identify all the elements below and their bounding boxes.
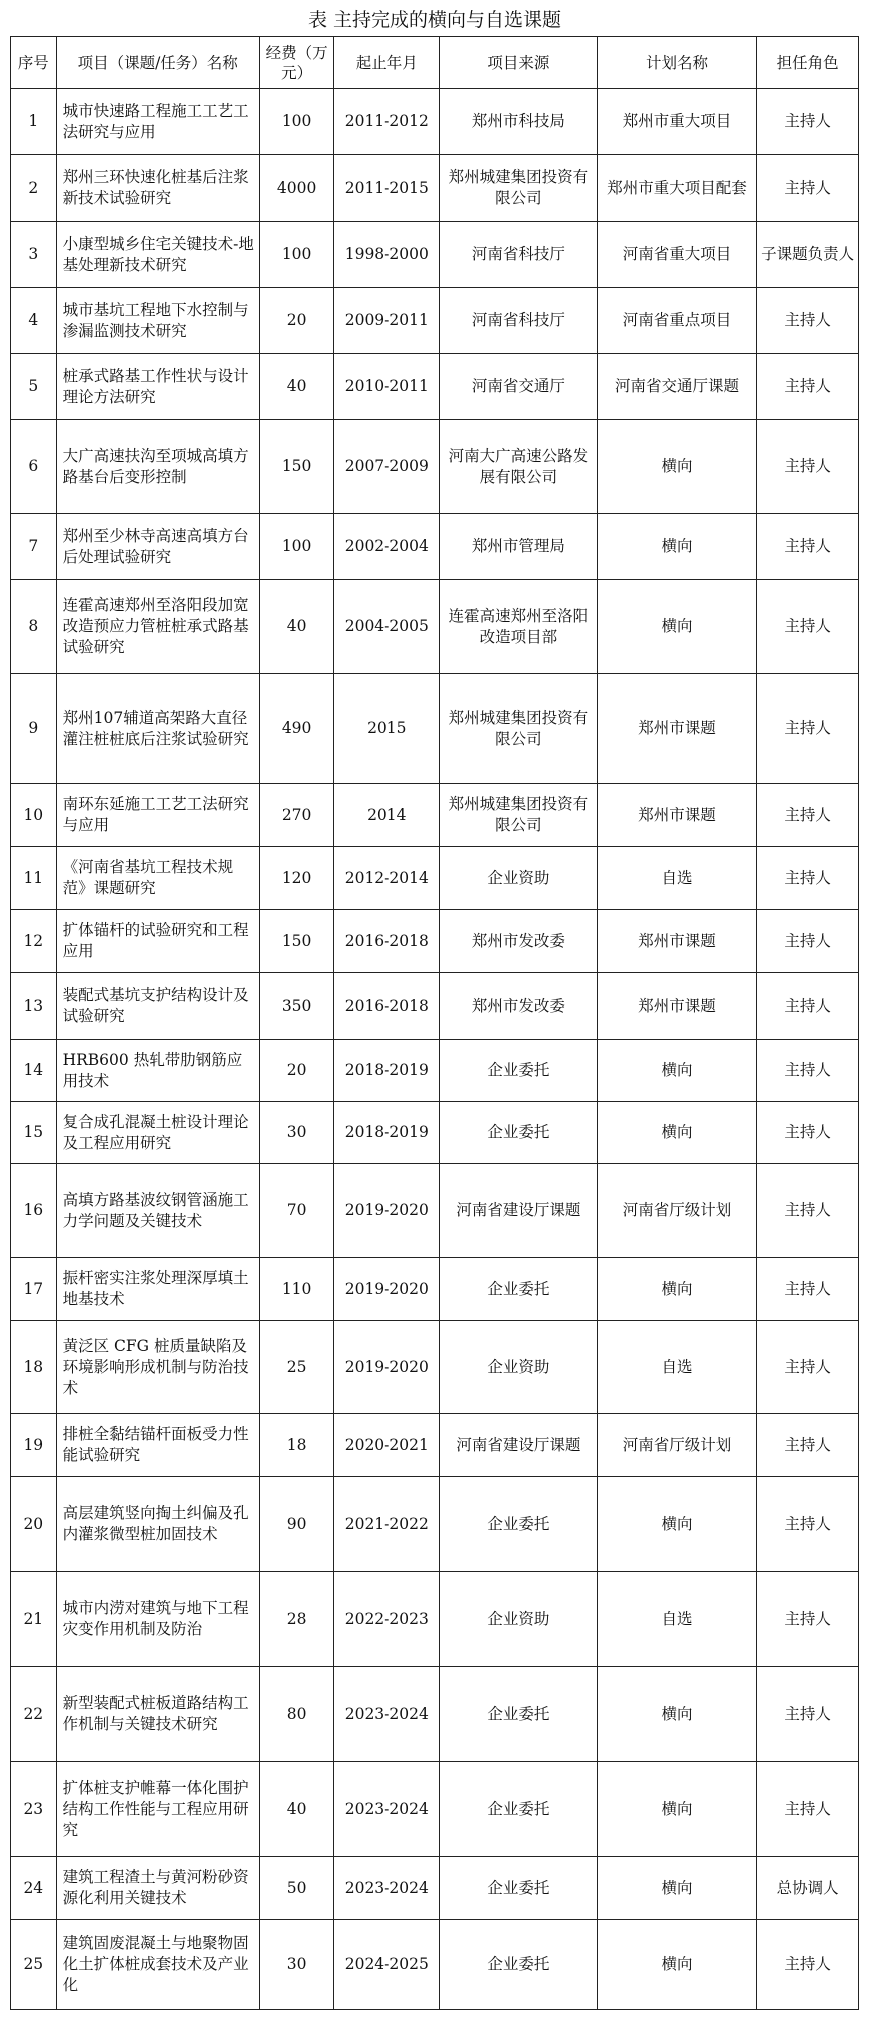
period-cell: 2011-2012 bbox=[334, 89, 440, 155]
projects-table bbox=[10, 36, 859, 2010]
period-cell: 2023-2024 bbox=[334, 1857, 440, 1920]
row-index: 23 bbox=[11, 1762, 57, 1857]
period-cell: 2021-2022 bbox=[334, 1477, 440, 1572]
table-row bbox=[11, 155, 859, 222]
source-cell: 河南大广高速公路发展有限公司 bbox=[440, 420, 598, 514]
table-row bbox=[11, 674, 859, 784]
source-cell: 郑州市发改委 bbox=[440, 973, 598, 1040]
source-cell: 郑州城建集团投资有限公司 bbox=[440, 784, 598, 847]
table-row bbox=[11, 1667, 859, 1762]
funding-cell: 20 bbox=[259, 288, 334, 354]
plan-cell: 河南省重点项目 bbox=[597, 288, 757, 354]
funding-cell: 50 bbox=[259, 1857, 334, 1920]
table-row bbox=[11, 1414, 859, 1477]
funding-cell: 20 bbox=[259, 1040, 334, 1102]
source-cell: 河南省科技厅 bbox=[440, 288, 598, 354]
plan-cell: 横向 bbox=[597, 1102, 757, 1164]
table-row bbox=[11, 847, 859, 910]
project-name: 郑州107辅道高架路大直径灌注桩桩底后注浆试验研究 bbox=[56, 674, 259, 784]
period-cell: 2014 bbox=[334, 784, 440, 847]
plan-cell: 郑州市课题 bbox=[597, 910, 757, 973]
period-cell: 2009-2011 bbox=[334, 288, 440, 354]
project-name: 城市快速路工程施工工艺工法研究与应用 bbox=[56, 89, 259, 155]
plan-cell: 横向 bbox=[597, 1477, 757, 1572]
plan-cell: 河南省交通厅课题 bbox=[597, 354, 757, 420]
funding-cell: 28 bbox=[259, 1572, 334, 1667]
role-cell: 主持人 bbox=[757, 1477, 859, 1572]
role-cell: 主持人 bbox=[757, 354, 859, 420]
header-plan: 计划名称 bbox=[597, 37, 757, 89]
project-name: 建筑工程渣土与黄河粉砂资源化利用关键技术 bbox=[56, 1857, 259, 1920]
period-cell: 1998-2000 bbox=[334, 222, 440, 288]
plan-cell: 河南省厅级计划 bbox=[597, 1414, 757, 1477]
period-cell: 2019-2020 bbox=[334, 1164, 440, 1258]
row-index: 16 bbox=[11, 1164, 57, 1258]
source-cell: 郑州市科技局 bbox=[440, 89, 598, 155]
row-index: 6 bbox=[11, 420, 57, 514]
plan-cell: 郑州市课题 bbox=[597, 973, 757, 1040]
funding-cell: 90 bbox=[259, 1477, 334, 1572]
row-index: 4 bbox=[11, 288, 57, 354]
row-index: 1 bbox=[11, 89, 57, 155]
source-cell: 连霍高速郑州至洛阳改造项目部 bbox=[440, 580, 598, 674]
source-cell: 企业委托 bbox=[440, 1258, 598, 1321]
table-row bbox=[11, 1920, 859, 2010]
project-name: 装配式基坑支护结构设计及试验研究 bbox=[56, 973, 259, 1040]
period-cell: 2019-2020 bbox=[334, 1258, 440, 1321]
funding-cell: 270 bbox=[259, 784, 334, 847]
role-cell: 主持人 bbox=[757, 1321, 859, 1414]
role-cell: 主持人 bbox=[757, 1920, 859, 2010]
row-index: 7 bbox=[11, 514, 57, 580]
project-name: 扩体锚杆的试验研究和工程应用 bbox=[56, 910, 259, 973]
project-name: 小康型城乡住宅关键技术-地基处理新技术研究 bbox=[56, 222, 259, 288]
project-name: 南环东延施工工艺工法研究与应用 bbox=[56, 784, 259, 847]
table-row bbox=[11, 1321, 859, 1414]
table-row bbox=[11, 1762, 859, 1857]
table-row bbox=[11, 1102, 859, 1164]
project-name: 扩体桩支护帷幕一体化围护结构工作性能与工程应用研究 bbox=[56, 1762, 259, 1857]
project-name: 城市基坑工程地下水控制与渗漏监测技术研究 bbox=[56, 288, 259, 354]
row-index: 17 bbox=[11, 1258, 57, 1321]
plan-cell: 横向 bbox=[597, 420, 757, 514]
source-cell: 河南省建设厅课题 bbox=[440, 1164, 598, 1258]
header-index: 序号 bbox=[11, 37, 57, 89]
plan-cell: 自选 bbox=[597, 847, 757, 910]
header-row bbox=[11, 37, 859, 89]
project-name: 郑州至少林寺高速高填方台后处理试验研究 bbox=[56, 514, 259, 580]
table-row bbox=[11, 222, 859, 288]
period-cell: 2016-2018 bbox=[334, 973, 440, 1040]
project-name: 振杆密实注浆处理深厚填土地基技术 bbox=[56, 1258, 259, 1321]
table-row bbox=[11, 1477, 859, 1572]
role-cell: 主持人 bbox=[757, 580, 859, 674]
plan-cell: 郑州市课题 bbox=[597, 674, 757, 784]
row-index: 19 bbox=[11, 1414, 57, 1477]
row-index: 13 bbox=[11, 973, 57, 1040]
header-funding: 经费（万元） bbox=[259, 37, 334, 89]
period-cell: 2011-2015 bbox=[334, 155, 440, 222]
header-period: 起止年月 bbox=[334, 37, 440, 89]
funding-cell: 80 bbox=[259, 1667, 334, 1762]
period-cell: 2015 bbox=[334, 674, 440, 784]
row-index: 14 bbox=[11, 1040, 57, 1102]
role-cell: 主持人 bbox=[757, 89, 859, 155]
project-name: 大广高速扶沟至项城高填方路基台后变形控制 bbox=[56, 420, 259, 514]
source-cell: 河南省交通厅 bbox=[440, 354, 598, 420]
row-index: 8 bbox=[11, 580, 57, 674]
project-name: 高填方路基波纹钢管涵施工力学问题及关键技术 bbox=[56, 1164, 259, 1258]
role-cell: 主持人 bbox=[757, 1762, 859, 1857]
plan-cell: 自选 bbox=[597, 1572, 757, 1667]
role-cell: 主持人 bbox=[757, 674, 859, 784]
project-name: HRB600 热轧带肋钢筋应用技术 bbox=[56, 1040, 259, 1102]
source-cell: 企业委托 bbox=[440, 1040, 598, 1102]
project-name: 黄泛区 CFG 桩质量缺陷及环境影响形成机制与防治技术 bbox=[56, 1321, 259, 1414]
source-cell: 企业委托 bbox=[440, 1762, 598, 1857]
role-cell: 主持人 bbox=[757, 514, 859, 580]
funding-cell: 150 bbox=[259, 420, 334, 514]
project-name: 《河南省基坑工程技术规范》课题研究 bbox=[56, 847, 259, 910]
table-row bbox=[11, 910, 859, 973]
plan-cell: 横向 bbox=[597, 1920, 757, 2010]
row-index: 21 bbox=[11, 1572, 57, 1667]
funding-cell: 40 bbox=[259, 580, 334, 674]
row-index: 22 bbox=[11, 1667, 57, 1762]
project-name: 建筑固废混凝土与地聚物固化土扩体桩成套技术及产业化 bbox=[56, 1920, 259, 2010]
source-cell: 企业委托 bbox=[440, 1102, 598, 1164]
period-cell: 2023-2024 bbox=[334, 1667, 440, 1762]
table-row bbox=[11, 1572, 859, 1667]
plan-cell: 横向 bbox=[597, 514, 757, 580]
funding-cell: 110 bbox=[259, 1258, 334, 1321]
table-row bbox=[11, 514, 859, 580]
funding-cell: 30 bbox=[259, 1102, 334, 1164]
table-row bbox=[11, 420, 859, 514]
header-role: 担任角色 bbox=[757, 37, 859, 89]
funding-cell: 70 bbox=[259, 1164, 334, 1258]
role-cell: 主持人 bbox=[757, 1258, 859, 1321]
period-cell: 2018-2019 bbox=[334, 1102, 440, 1164]
table-row bbox=[11, 784, 859, 847]
role-cell: 主持人 bbox=[757, 420, 859, 514]
funding-cell: 120 bbox=[259, 847, 334, 910]
row-index: 12 bbox=[11, 910, 57, 973]
period-cell: 2018-2019 bbox=[334, 1040, 440, 1102]
role-cell: 主持人 bbox=[757, 155, 859, 222]
period-cell: 2002-2004 bbox=[334, 514, 440, 580]
source-cell: 企业资助 bbox=[440, 847, 598, 910]
source-cell: 河南省科技厅 bbox=[440, 222, 598, 288]
role-cell: 主持人 bbox=[757, 1667, 859, 1762]
source-cell: 企业委托 bbox=[440, 1857, 598, 1920]
plan-cell: 横向 bbox=[597, 1040, 757, 1102]
role-cell: 主持人 bbox=[757, 1572, 859, 1667]
period-cell: 2022-2023 bbox=[334, 1572, 440, 1667]
table-title: 表 主持完成的横向与自选课题 bbox=[307, 9, 562, 31]
table-row bbox=[11, 1258, 859, 1321]
row-index: 2 bbox=[11, 155, 57, 222]
table-row bbox=[11, 288, 859, 354]
plan-cell: 横向 bbox=[597, 1857, 757, 1920]
funding-cell: 18 bbox=[259, 1414, 334, 1477]
header-source: 项目来源 bbox=[440, 37, 598, 89]
funding-cell: 40 bbox=[259, 354, 334, 420]
table-row bbox=[11, 1164, 859, 1258]
table-row bbox=[11, 973, 859, 1040]
row-index: 3 bbox=[11, 222, 57, 288]
row-index: 5 bbox=[11, 354, 57, 420]
funding-cell: 100 bbox=[259, 222, 334, 288]
source-cell: 郑州城建集团投资有限公司 bbox=[440, 674, 598, 784]
plan-cell: 郑州市重大项目配套 bbox=[597, 155, 757, 222]
role-cell: 主持人 bbox=[757, 847, 859, 910]
source-cell: 企业委托 bbox=[440, 1920, 598, 2010]
role-cell: 总协调人 bbox=[757, 1857, 859, 1920]
role-cell: 主持人 bbox=[757, 1414, 859, 1477]
role-cell: 主持人 bbox=[757, 1164, 859, 1258]
role-cell: 子课题负责人 bbox=[757, 222, 859, 288]
project-name: 连霍高速郑州至洛阳段加宽改造预应力管桩桩承式路基试验研究 bbox=[56, 580, 259, 674]
plan-cell: 自选 bbox=[597, 1321, 757, 1414]
plan-cell: 郑州市重大项目 bbox=[597, 89, 757, 155]
funding-cell: 4000 bbox=[259, 155, 334, 222]
period-cell: 2010-2011 bbox=[334, 354, 440, 420]
plan-cell: 横向 bbox=[597, 1667, 757, 1762]
table-row bbox=[11, 580, 859, 674]
funding-cell: 100 bbox=[259, 89, 334, 155]
funding-cell: 30 bbox=[259, 1920, 334, 2010]
role-cell: 主持人 bbox=[757, 288, 859, 354]
period-cell: 2004-2005 bbox=[334, 580, 440, 674]
project-name: 城市内涝对建筑与地下工程灾变作用机制及防治 bbox=[56, 1572, 259, 1667]
row-index: 20 bbox=[11, 1477, 57, 1572]
project-name: 高层建筑竖向掏土纠偏及孔内灌浆微型桩加固技术 bbox=[56, 1477, 259, 1572]
plan-cell: 河南省厅级计划 bbox=[597, 1164, 757, 1258]
plan-cell: 横向 bbox=[597, 580, 757, 674]
funding-cell: 100 bbox=[259, 514, 334, 580]
source-cell: 企业委托 bbox=[440, 1667, 598, 1762]
role-cell: 主持人 bbox=[757, 910, 859, 973]
role-cell: 主持人 bbox=[757, 784, 859, 847]
source-cell: 企业资助 bbox=[440, 1572, 598, 1667]
row-index: 15 bbox=[11, 1102, 57, 1164]
plan-cell: 郑州市课题 bbox=[597, 784, 757, 847]
table-body bbox=[11, 89, 859, 2010]
table-row bbox=[11, 1857, 859, 1920]
role-cell: 主持人 bbox=[757, 973, 859, 1040]
period-cell: 2024-2025 bbox=[334, 1920, 440, 2010]
row-index: 18 bbox=[11, 1321, 57, 1414]
funding-cell: 150 bbox=[259, 910, 334, 973]
role-cell: 主持人 bbox=[757, 1102, 859, 1164]
period-cell: 2020-2021 bbox=[334, 1414, 440, 1477]
role-cell: 主持人 bbox=[757, 1040, 859, 1102]
table-row bbox=[11, 354, 859, 420]
source-cell: 郑州城建集团投资有限公司 bbox=[440, 155, 598, 222]
source-cell: 河南省建设厅课题 bbox=[440, 1414, 598, 1477]
row-index: 11 bbox=[11, 847, 57, 910]
funding-cell: 25 bbox=[259, 1321, 334, 1414]
source-cell: 企业资助 bbox=[440, 1321, 598, 1414]
period-cell: 2016-2018 bbox=[334, 910, 440, 973]
table-row bbox=[11, 1040, 859, 1102]
project-name: 排桩全黏结锚杆面板受力性能试验研究 bbox=[56, 1414, 259, 1477]
period-cell: 2012-2014 bbox=[334, 847, 440, 910]
header-name: 项目（课题/任务）名称 bbox=[56, 37, 259, 89]
row-index: 25 bbox=[11, 1920, 57, 2010]
source-cell: 企业委托 bbox=[440, 1477, 598, 1572]
plan-cell: 横向 bbox=[597, 1762, 757, 1857]
project-name: 复合成孔混凝土桩设计理论及工程应用研究 bbox=[56, 1102, 259, 1164]
project-name: 新型装配式桩板道路结构工作机制与关键技术研究 bbox=[56, 1667, 259, 1762]
period-cell: 2023-2024 bbox=[334, 1762, 440, 1857]
period-cell: 2019-2020 bbox=[334, 1321, 440, 1414]
table-row bbox=[11, 89, 859, 155]
source-cell: 郑州市管理局 bbox=[440, 514, 598, 580]
plan-cell: 河南省重大项目 bbox=[597, 222, 757, 288]
project-name: 桩承式路基工作性状与设计理论方法研究 bbox=[56, 354, 259, 420]
funding-cell: 350 bbox=[259, 973, 334, 1040]
row-index: 9 bbox=[11, 674, 57, 784]
project-name: 郑州三环快速化桩基后注浆新技术试验研究 bbox=[56, 155, 259, 222]
row-index: 24 bbox=[11, 1857, 57, 1920]
period-cell: 2007-2009 bbox=[334, 420, 440, 514]
funding-cell: 40 bbox=[259, 1762, 334, 1857]
funding-cell: 490 bbox=[259, 674, 334, 784]
plan-cell: 横向 bbox=[597, 1258, 757, 1321]
source-cell: 郑州市发改委 bbox=[440, 910, 598, 973]
row-index: 10 bbox=[11, 784, 57, 847]
